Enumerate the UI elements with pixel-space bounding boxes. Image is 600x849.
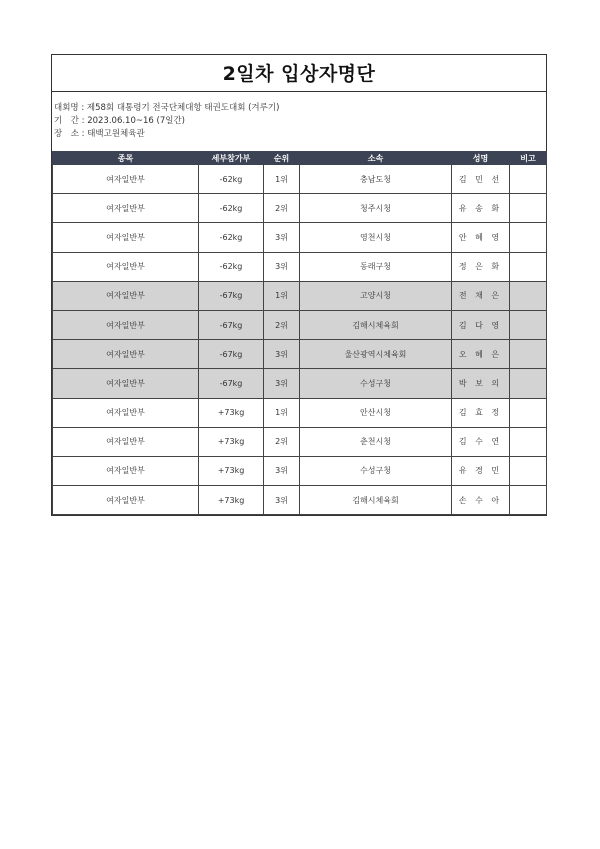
cell-name: 김 효 정: [452, 398, 510, 427]
table-row: [53, 194, 547, 223]
cell-event: 여자일반부: [53, 281, 199, 310]
cell-weight: +73kg: [199, 398, 264, 427]
cell-note: [510, 340, 547, 369]
col-header-team: 소속: [300, 152, 452, 165]
cell-event: 여자일반부: [53, 252, 199, 281]
table-row: [53, 427, 547, 456]
cell-name: 박 보 의: [452, 369, 510, 398]
cell-note: [510, 486, 547, 515]
cell-note: [510, 369, 547, 398]
cell-weight: -62kg: [199, 194, 264, 223]
cell-event: 여자일반부: [53, 223, 199, 252]
info-value: 제58회 대통령기 전국단체대항 태권도대회 (겨루기): [86, 103, 280, 113]
table-row: [53, 486, 547, 515]
cell-event: 여자일반부: [53, 310, 199, 339]
info-value: 태백고원체육관: [87, 129, 145, 139]
cell-team: 안산시청: [300, 398, 452, 427]
table-row: [53, 398, 547, 427]
cell-team: 동래구청: [300, 252, 452, 281]
table-row: [53, 456, 547, 485]
cell-note: [510, 281, 547, 310]
table-row: [53, 340, 547, 369]
cell-note: [510, 252, 547, 281]
cell-event: 여자일반부: [53, 369, 199, 398]
cell-note: [510, 165, 547, 194]
info-label: 기 간 :: [54, 116, 85, 126]
info-label: 장 소 :: [54, 129, 85, 139]
info-competition: [54, 102, 279, 114]
cell-event: 여자일반부: [53, 427, 199, 456]
col-header-name: 성명: [452, 152, 510, 165]
cell-event: 여자일반부: [53, 456, 199, 485]
table-body: [53, 165, 547, 515]
cell-event: 여자일반부: [53, 486, 199, 515]
cell-rank: 3위: [264, 456, 300, 485]
col-header-weight: 세부참가부: [199, 152, 264, 165]
cell-event: 여자일반부: [53, 340, 199, 369]
info-venue: [54, 128, 145, 140]
cell-team: 수성구청: [300, 369, 452, 398]
cell-name: 손 수 아: [452, 486, 510, 515]
table-row: [53, 369, 547, 398]
cell-team: 충남도청: [300, 165, 452, 194]
cell-rank: 2위: [264, 194, 300, 223]
cell-name: 김 다 영: [452, 310, 510, 339]
cell-rank: 3위: [264, 486, 300, 515]
cell-team: 영천시청: [300, 223, 452, 252]
cell-rank: 3위: [264, 252, 300, 281]
cell-note: [510, 398, 547, 427]
cell-name: 전 채 은: [452, 281, 510, 310]
cell-rank: 1위: [264, 165, 300, 194]
cell-name: 김 민 선: [452, 165, 510, 194]
cell-name: 정 은 화: [452, 252, 510, 281]
col-header-note: 비고: [510, 152, 547, 165]
cell-weight: +73kg: [199, 486, 264, 515]
cell-name: 김 수 연: [452, 427, 510, 456]
table-row: [53, 223, 547, 252]
cell-weight: +73kg: [199, 427, 264, 456]
cell-weight: -67kg: [199, 340, 264, 369]
cell-note: [510, 194, 547, 223]
cell-team: 청주시청: [300, 194, 452, 223]
cell-note: [510, 456, 547, 485]
cell-weight: -62kg: [199, 165, 264, 194]
cell-team: 울산광역시체육회: [300, 340, 452, 369]
results-sheet: [51, 54, 547, 516]
table-row: [53, 165, 547, 194]
cell-team: 수성구청: [300, 456, 452, 485]
cell-name: 오 혜 은: [452, 340, 510, 369]
cell-weight: -62kg: [199, 252, 264, 281]
cell-event: 여자일반부: [53, 165, 199, 194]
cell-weight: -67kg: [199, 281, 264, 310]
cell-rank: 3위: [264, 369, 300, 398]
cell-team: 김해시체육회: [300, 310, 452, 339]
cell-team: 고양시청: [300, 281, 452, 310]
title-divider: [52, 91, 546, 92]
cell-rank: 2위: [264, 310, 300, 339]
cell-rank: 2위: [264, 427, 300, 456]
cell-note: [510, 223, 547, 252]
page-title: 2일차 입상자명단: [222, 63, 376, 85]
cell-weight: -67kg: [199, 310, 264, 339]
cell-event: 여자일반부: [53, 398, 199, 427]
cell-name: 유 경 민: [452, 456, 510, 485]
table-header-row: [53, 152, 547, 165]
col-header-rank: 순위: [264, 152, 300, 165]
info-value: 2023.06.10~16 (7일간): [87, 116, 185, 126]
cell-name: 유 송 화: [452, 194, 510, 223]
cell-name: 안 혜 영: [452, 223, 510, 252]
table-row: [53, 281, 547, 310]
cell-note: [510, 427, 547, 456]
cell-team: 김해시체육회: [300, 486, 452, 515]
table-row: [53, 310, 547, 339]
info-period: [54, 115, 185, 127]
cell-note: [510, 310, 547, 339]
cell-rank: 3위: [264, 223, 300, 252]
info-label: 대회명 :: [54, 103, 85, 113]
cell-rank: 3위: [264, 340, 300, 369]
cell-weight: +73kg: [199, 456, 264, 485]
cell-weight: -62kg: [199, 223, 264, 252]
cell-event: 여자일반부: [53, 194, 199, 223]
cell-rank: 1위: [264, 281, 300, 310]
results-table: [52, 151, 547, 515]
col-header-event: 종목: [53, 152, 199, 165]
cell-weight: -67kg: [199, 369, 264, 398]
cell-team: 춘천시청: [300, 427, 452, 456]
table-row: [53, 252, 547, 281]
cell-rank: 1위: [264, 398, 300, 427]
